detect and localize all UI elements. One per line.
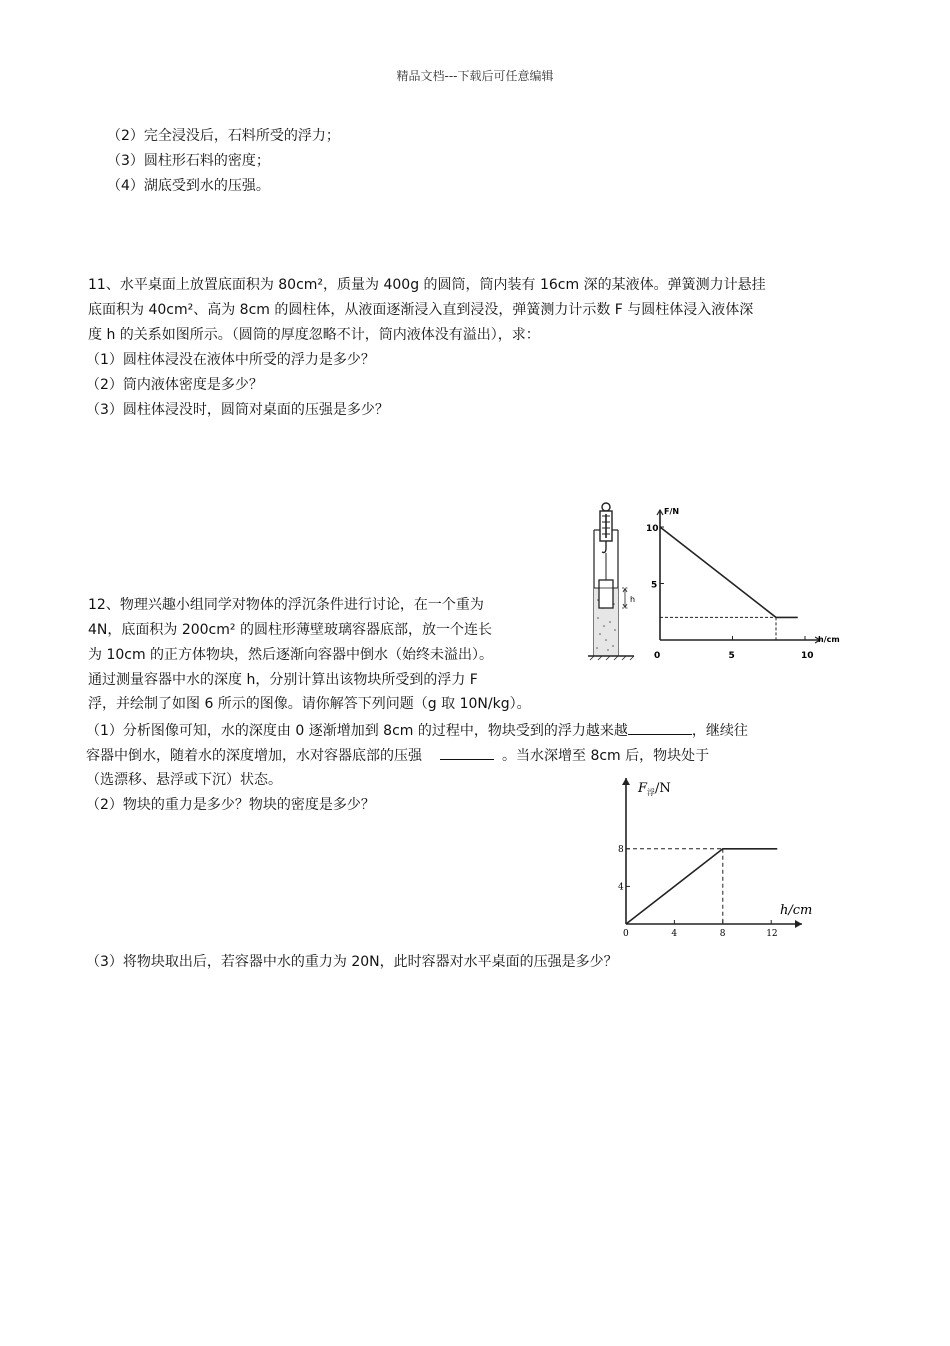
q12-line-5: 浮，并绘制了如图 6 所示的图像。请你解答下列问题（g 取 10N/kg）。 [88,696,531,712]
chart2-xtick-0: 0 [623,929,629,939]
q10-part-3: （3）圆柱形石料的密度； [107,153,270,169]
q11-part-2: （2）筒内液体密度是多少？ [86,377,263,393]
q11-line-2: 底面积为 40cm²、高为 8cm 的圆柱体，从液面逐渐浸入直到浸没，弹簧测力计示数 F 与圆柱体浸入液体深 [88,302,754,318]
chart2-xtick-2: 8 [719,929,726,939]
q12-part-1-line-2 [86,745,709,766]
q12-part-1-line-1 [86,720,748,741]
chart2-x-arrow [795,920,802,928]
chart2-xtick-1: 4 [671,929,678,939]
chart1-series-line [660,527,798,617]
chart2-series-line [626,849,777,924]
answer-blank-1[interactable] [628,720,692,735]
q12-part-1-text-d: 。当水深增至 8cm 后，物块处于 [502,748,710,764]
q12-part-3: （3）将物块取出后，若容器中水的重力为 20N，此时容器对水平桌面的压强是多少？ [86,954,618,970]
chart1-xtick-2: 10 [801,651,814,661]
q12-part-1-text-b: ，继续往 [691,723,748,739]
page-header: 精品文档---下载后可任意编辑 [396,69,554,83]
chart1-ytick-0: 5 [651,580,658,591]
q10-part-2: （2）完全浸没后，石料所受的浮力； [107,128,340,144]
chart2-xtick-3: 12 [766,929,778,939]
q12-part-1-text-c: 容器中倒水，随着水的深度增加，水对容器底部的压强 [86,748,422,764]
chart1-xtick-0: 0 [654,651,661,661]
chart2-y-arrow [622,778,630,785]
spring-force-chart [640,500,840,668]
chart1-xlabel: h/cm [818,635,840,644]
q11-part-1: （1）圆柱体浸没在液体中所受的浮力是多少？ [86,352,375,368]
q12-part-1-text-a: （1）分析图像可知，水的深度由 0 逐渐增加到 8cm 的过程中，物块受到的浮力越来越 [86,723,628,739]
chart1-ytick-1: 10 [646,524,659,534]
chart2-ylabel: $F_浮/N$ [638,781,671,797]
q12-line-2: 4N，底面积为 200cm² 的圆柱形薄壁玻璃容器底部，放一个连长 [88,622,492,638]
answer-blank-2[interactable] [440,745,494,760]
q11-part-3: （3）圆柱体浸没时，圆筒对桌面的压强是多少？ [86,402,389,418]
chart1-ylabel: F/N [664,507,680,516]
chart2-ytick-1: 8 [618,844,624,855]
chart2-ytick-0: 4 [618,882,624,893]
q11-line-1: 11、水平桌面上放置底面积为 80cm²，质量为 400g 的圆筒，筒内装有 16cm 深的某液体。弹簧测力计悬挂 [88,277,766,293]
q12-part-2: （2）物块的重力是多少？物块的密度是多少？ [86,797,375,813]
chart1-xtick-1: 5 [728,651,735,661]
buoyancy-chart [610,772,815,944]
q12-line-3: 为 10cm 的正方体物块，然后逐渐向容器中倒水（始终未溢出）。 [88,647,494,663]
q11-line-3: 度 h 的关系如图所示。（圆筒的厚度忽略不计，筒内液体没有溢出），求： [88,327,540,343]
q12-line-4: 通过测量容器中水的深度 h，分别计算出该物块所受到的浮力 F [88,672,478,688]
chart2-xlabel: h/cm [780,903,813,918]
q12-line-1: 12、物理兴趣小组同学对物体的浮沉条件进行讨论，在一个重为 [88,597,484,613]
q10-part-4: （4）湖底受到水的压强。 [107,178,270,194]
q12-part-1-line-3: （选漂移、悬浮或下沉）状态。 [86,772,282,788]
apparatus-h-label: h [630,595,636,604]
